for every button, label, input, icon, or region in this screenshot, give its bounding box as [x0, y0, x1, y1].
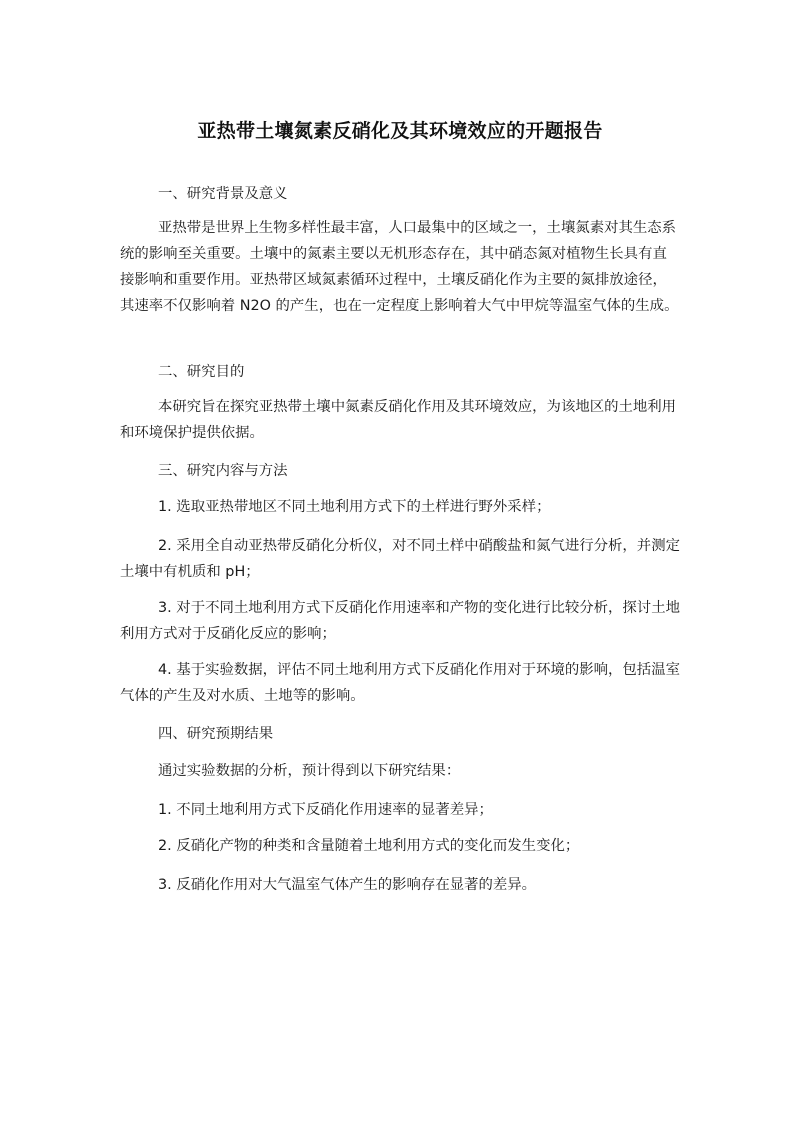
list-item-method-4: 4. 基于实验数据，评估不同土地利用方式下反硝化作用对于环境的影响，包括温室气体的产生及对水质、土地等的影响。: [120, 662, 680, 704]
section-heading-methods: 三、研究内容与方法: [158, 463, 288, 479]
list-item-method-1: 1. 选取亚热带地区不同土地利用方式下的土样进行野外采样；: [158, 499, 551, 515]
section-heading-results: 四、研究预期结果: [158, 726, 274, 742]
section-heading-background: 一、研究背景及意义: [158, 186, 288, 202]
document-title: 亚热带土壤氮素反硝化及其环境效应的开题报告: [197, 120, 603, 142]
list-item-result-1: 1. 不同土地利用方式下反硝化作用速率的显著差异；: [158, 802, 493, 818]
paragraph-background: 亚热带是世界上生物多样性最丰富，人口最集中的区域之一，土壤氮素对其生态系统的影响至关重要。土壤中的氮素主要以无机形态存在，其中硝态氮对植物生长具有直接影响和重要作用。亚热带区域氮素循环过程中，土壤反硝化作为主要的氮排放途径，其速率不仅影响着 N2O 的产生，也在一定程度上影响着大气中甲烷等温室气体的生成。: [120, 220, 679, 314]
list-item-result-3: 3. 反硝化作用对大气温室气体产生的影响存在显著的差异。: [158, 877, 537, 893]
list-item-method-2: 2. 采用全自动亚热带反硝化分析仪，对不同土样中硝酸盐和氮气进行分析，并测定土壤中有机质和 pH；: [120, 538, 680, 580]
list-item-result-2: 2. 反硝化产物的种类和含量随着土地利用方式的变化而发生变化；: [158, 838, 580, 854]
paragraph-purpose: 本研究旨在探究亚热带土壤中氮素反硝化作用及其环境效应，为该地区的土地利用和环境保护提供依据。: [120, 399, 677, 441]
section-heading-purpose: 二、研究目的: [158, 364, 245, 380]
list-item-method-3: 3. 对于不同土地利用方式下反硝化作用速率和产物的变化进行比较分析，探讨土地利用方式对于反硝化反应的影响；: [120, 600, 680, 642]
paragraph-results-intro: 通过实验数据的分析，预计得到以下研究结果：: [158, 763, 461, 779]
